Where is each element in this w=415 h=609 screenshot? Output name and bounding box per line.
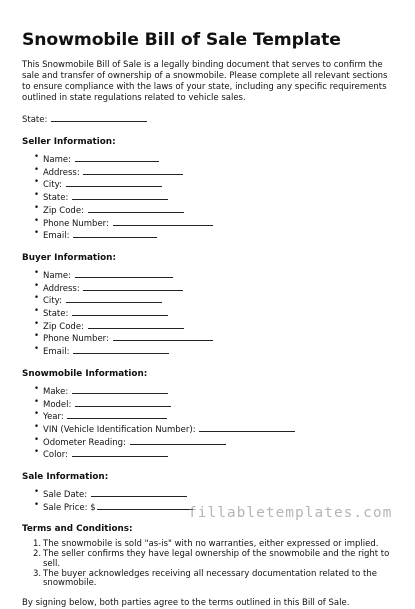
buyer-field-phone <box>43 332 397 345</box>
intro-paragraph: This Snowmobile Bill of Sale is a legally binding document that serves to confirm the sale and transfer of ownership of a snowmobile. Please complete all relevant sections to ensure compliance with the laws of your state, including any specific requirements outlined in state regulations related to vehicle sales. <box>22 60 388 103</box>
buyer-field-email <box>43 345 397 358</box>
state-blank[interactable] <box>51 113 147 122</box>
terms-item-text: The buyer acknowledges receiving all necessary documentation related to the snowmobile. <box>43 568 377 589</box>
snowmobile-fields <box>22 385 397 461</box>
seller-heading: Seller Information: <box>22 137 116 147</box>
buyer-field-name <box>43 269 397 282</box>
snowmobile-field-make <box>43 385 397 398</box>
seller-field-email <box>43 229 397 242</box>
buyer-field-city <box>43 294 397 307</box>
field-label: State: <box>43 309 69 320</box>
snowmobile-field-model <box>43 398 397 411</box>
field-label: Zip Code: <box>43 205 84 216</box>
field-blank[interactable] <box>113 332 213 341</box>
field-label: Name: <box>43 270 71 281</box>
field-blank[interactable] <box>72 448 168 457</box>
field-blank[interactable] <box>67 410 167 419</box>
field-label: Sale Price: $ <box>43 502 96 513</box>
field-blank[interactable] <box>66 178 162 187</box>
field-label: Year: <box>43 412 64 423</box>
field-label: City: <box>43 180 62 191</box>
buyer-field-address <box>43 282 397 295</box>
sale-heading: Sale Information: <box>22 472 109 483</box>
field-label: Model: <box>43 399 72 410</box>
field-blank[interactable] <box>73 345 169 354</box>
field-blank[interactable] <box>83 282 183 291</box>
buyer-field-zip <box>43 320 397 333</box>
field-blank[interactable] <box>97 501 193 510</box>
field-label: Name: <box>43 155 71 165</box>
field-label: State: <box>43 193 69 204</box>
field-label: Address: <box>43 167 80 178</box>
snowmobile-heading: Snowmobile Information: <box>22 368 148 379</box>
field-label: Email: <box>43 231 70 242</box>
terms-item: 3. The buyer acknowledges receiving all necessary documentation related to the snowmobile. <box>33 568 377 589</box>
field-blank[interactable] <box>72 385 168 394</box>
seller-fields <box>22 153 397 242</box>
field-blank[interactable] <box>72 191 168 200</box>
field-label: VIN (Vehicle Identification Number): <box>43 424 196 435</box>
buyer-field-state <box>43 307 397 320</box>
field-label: Phone Number: <box>43 218 109 229</box>
field-label: Make: <box>43 386 69 397</box>
field-blank[interactable] <box>75 153 159 162</box>
snowmobile-field-vin <box>43 423 397 436</box>
field-blank[interactable] <box>72 307 168 316</box>
field-blank[interactable] <box>199 423 295 432</box>
document-title: Snowmobile Bill of Sale Template <box>22 30 341 50</box>
state-line <box>22 113 397 126</box>
seller-field-state <box>43 191 397 204</box>
field-blank[interactable] <box>91 488 187 497</box>
field-blank[interactable] <box>88 320 184 329</box>
field-label: Sale Date: <box>43 490 88 501</box>
terms-item: 2. The seller confirms they have legal ownership of the snowmobile and the right to sell. <box>33 549 390 569</box>
field-label: Address: <box>43 283 80 294</box>
snowmobile-field-color <box>43 448 397 461</box>
field-label: Color: <box>43 450 68 461</box>
field-blank[interactable] <box>66 294 162 303</box>
field-blank[interactable] <box>73 229 157 238</box>
snowmobile-field-odometer <box>43 436 397 449</box>
buyer-fields <box>22 269 397 358</box>
state-label: State: <box>22 115 48 125</box>
field-blank[interactable] <box>88 204 184 213</box>
seller-field-phone <box>43 217 397 230</box>
field-label: Phone Number: <box>43 334 109 345</box>
terms-item-text: The snowmobile is sold "as-is" with no warranties, either expressed or implied. <box>43 539 379 550</box>
closing-statement: By signing below, both parties agree to the terms outlined in this Bill of Sale. <box>22 597 350 608</box>
seller-field-zip <box>43 204 397 217</box>
seller-field-name <box>43 153 397 166</box>
field-label: Zip Code: <box>43 321 84 332</box>
seller-field-address <box>43 166 397 179</box>
seller-field-city <box>43 178 397 191</box>
terms-item-text: The seller confirms they have legal ownership of the snowmobile and the right to sell. <box>43 549 390 569</box>
field-label: Odometer Reading: <box>43 437 126 448</box>
terms-item: 1. The snowmobile is sold "as-is" with no warranties, either expressed or implied. <box>33 539 379 550</box>
field-blank[interactable] <box>83 166 183 175</box>
sale-field-date <box>43 488 397 501</box>
field-blank[interactable] <box>75 269 173 278</box>
buyer-heading: Buyer Information: <box>22 252 116 263</box>
field-blank[interactable] <box>130 436 226 445</box>
terms-list <box>22 540 397 589</box>
field-blank[interactable] <box>75 398 171 407</box>
field-label: Email: <box>43 347 70 358</box>
terms-heading: Terms and Conditions: <box>22 524 133 535</box>
document <box>22 30 397 609</box>
watermark: fillabletemplates.com <box>188 505 393 521</box>
field-blank[interactable] <box>113 217 213 226</box>
field-label: City: <box>43 296 62 307</box>
snowmobile-field-year <box>43 410 397 423</box>
